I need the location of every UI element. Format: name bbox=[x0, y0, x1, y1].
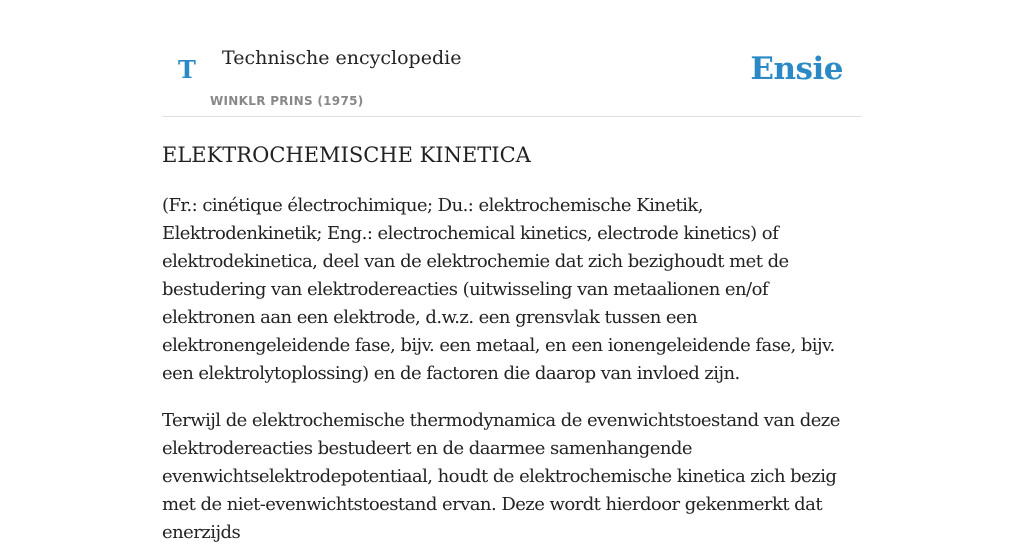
logo-letter[interactable]: T bbox=[178, 55, 196, 84]
article bbox=[162, 140, 864, 547]
article-title: ELEKTROCHEMISCHE KINETICA bbox=[162, 143, 531, 167]
brand-logo[interactable]: Ensie bbox=[750, 51, 843, 87]
article-paragraph: (Fr.: cinétique électrochimique; Du.: elektrochemische Kinetik, Elektrodenkinetik; Eng.: electrochemical kinetics, electrode kinetics) of elektrodekinetica, deel van de elektrochemie dat zich bezighoudt met de bestudering van elektrodereacties (uitwisseling van metaalionen en/of elektronen aan een elektrode, d.w.z. een grensvlak tussen een elektronengeleidende fase, bijv. een metaal, en een ionengeleidende fase, bijv. een elektrolytoplossing) en de factoren die daarop van invloed zijn. bbox=[162, 195, 835, 384]
source-subtitle: WINKLR PRINS (1975) bbox=[210, 94, 364, 108]
article-paragraph: Terwijl de elektrochemische thermodynamica de evenwichtstoestand van deze elektrodereacties bestudeert en de daarmee samenhangende evenwichtselektrodepotentiaal, houdt de elektrochemische kinetica zich bezig met de niet-evenwichtstoestand ervan. Deze wordt hierdoor gekenmerkt dat enerzijds bbox=[162, 410, 840, 543]
site-header bbox=[162, 0, 862, 117]
site-title[interactable]: Technische encyclopedie bbox=[222, 47, 462, 69]
